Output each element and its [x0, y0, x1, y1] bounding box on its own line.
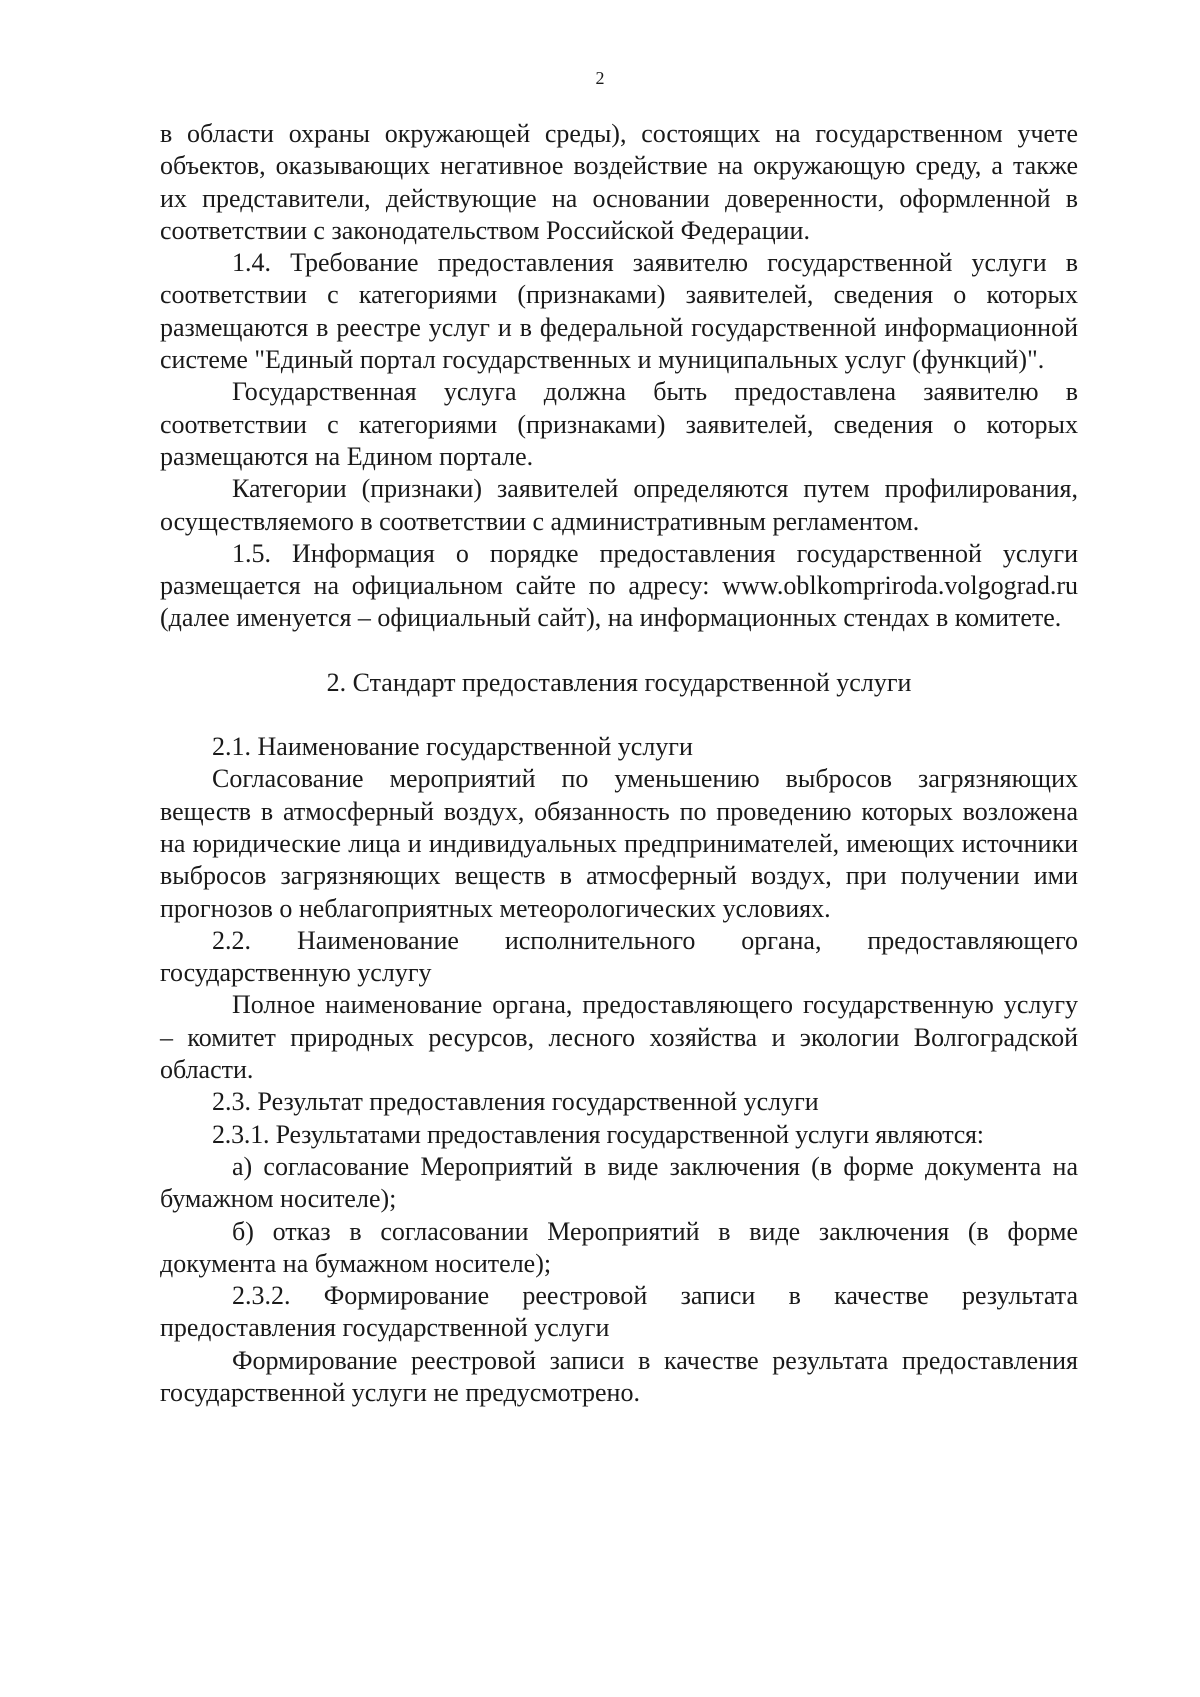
- list-item-b: б) отказ в согласовании Мероприятий в виде заключения (в форме документа на бумажном носителе);: [160, 1216, 1078, 1278]
- section-heading: 2. Стандарт предоставления государственной услуги: [326, 667, 912, 697]
- paragraph-1-5: 1.5. Информация о порядке предоставления государственной услуги размещается на официальном сайте по адресу: www.oblkompriroda.volgograd.ru (далее именуется – официальный сайт), на информационных стендах в комитете.: [160, 538, 1078, 633]
- paragraph-categories: Категории (признаки) заявителей определяются путем профилирования, осуществляемого в соответствии с административным регламентом.: [160, 474, 1078, 536]
- paragraph-organ-name: Полное наименование органа, предоставляющего государственную услугу – комитет природных ресурсов, лесного хозяйства и экологии Волгоградской области.: [160, 990, 1078, 1085]
- page-number: 2: [595, 68, 605, 88]
- paragraph-2-2-title: 2.2. Наименование исполнительного органа, предоставляющего государственную услугу: [160, 925, 1078, 988]
- paragraph-service-provision: Государственная услуга должна быть предоставлена заявителю в соответствии с категориями (признаками) заявителей, сведения о которых размещаются на Едином портале.: [160, 377, 1078, 471]
- paragraph-service-name: Согласование мероприятий по уменьшению выбросов загрязняющих веществ в атмосферный воздух, обязанность по проведению которых возложена на юридические лица и индивидуальных предпринимателей, имеющих источники выбросов загрязняющих веществ в атмосферный воздух, при получении ими прогнозов о неблагоприятных метеорологических условиях.: [160, 764, 1078, 923]
- paragraph-applicants-continued: в области охраны окружающей среды), состоящих на государственном учете объектов, оказывающих негативное воздействие на окружающую среду, а также их представители, действующие на основании доверенности, оформленной в соответствии с законодательством Российской Федерации.: [160, 119, 1078, 245]
- paragraph-2-1-title: 2.1. Наименование государственной услуги: [212, 732, 693, 762]
- paragraph-2-3-title: 2.3. Результат предоставления государственной услуги: [212, 1087, 819, 1117]
- document-body: [160, 118, 1078, 1409]
- paragraph-1-4: 1.4. Требование предоставления заявителю государственной услуги в соответствии с категориями (признаками) заявителей, сведения о которых размещаются в реестре услуг и в федеральной государственной информационной системе "Единый портал государственных и муниципальных услуг (функций)".: [160, 248, 1078, 375]
- paragraph-registry-record: Формирование реестровой записи в качестве результата предоставления государственной услуги не предусмотрено.: [160, 1345, 1078, 1407]
- paragraph-2-3-2: 2.3.2. Формирование реестровой записи в качестве результата предоставления государственной услуги: [160, 1281, 1078, 1343]
- paragraph-2-3-1: 2.3.1. Результатами предоставления государственной услуги являются:: [212, 1119, 984, 1149]
- list-item-a: а) согласование Мероприятий в виде заключения (в форме документа на бумажном носителе);: [160, 1151, 1078, 1214]
